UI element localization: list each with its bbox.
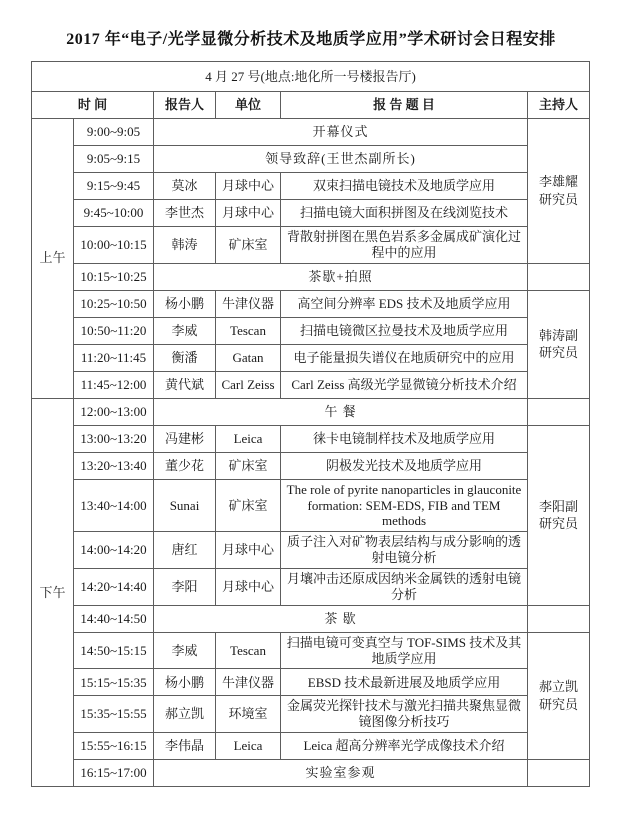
speaker-cell: 李威 [154,317,216,344]
speaker-cell: 唐红 [154,532,216,569]
topic-cell: 扫描电镜大面积拼图及在线浏览技术 [281,200,528,227]
moderator-cell [528,290,590,398]
speaker-cell: 李阳 [154,569,216,606]
table-row [32,173,590,200]
moderator-cell-empty [528,760,590,787]
time-cell: 12:00~13:00 [74,398,154,425]
moderator-cell [528,119,590,264]
org-cell: Tescan [216,632,281,669]
org-cell: Carl Zeiss [216,371,281,398]
time-cell: 13:20~13:40 [74,452,154,479]
table-row [32,200,590,227]
topic-cell: 高空间分辨率 EDS 技术及地质学应用 [281,290,528,317]
speaker-cell: Sunai [154,479,216,532]
time-cell: 9:05~9:15 [74,146,154,173]
topic-cell: 扫描电镜可变真空与 TOF-SIMS 技术及其地质学应用 [281,632,528,669]
topic-cell: Carl Zeiss 高级光学显微镜分析技术介绍 [281,371,528,398]
moderator-title: 研究员 [539,696,579,712]
time-cell: 9:45~10:00 [74,200,154,227]
page-title: 2017 年“电子/光学显微分析技术及地质学应用”学术研讨会日程安排 [66,31,556,48]
col-header-org: 单位 [216,92,281,119]
moderator-name: 韩涛副 [539,327,579,343]
document-page [0,26,622,820]
table-row [32,344,590,371]
org-cell: 矿床室 [216,479,281,532]
speaker-cell: 郝立凯 [154,696,216,733]
time-cell: 14:40~14:50 [74,605,154,632]
time-cell: 13:40~14:00 [74,479,154,532]
speaker-cell: 韩涛 [154,227,216,264]
speaker-cell: 冯建彬 [154,425,216,452]
moderator-cell [528,632,590,759]
time-cell: 10:50~11:20 [74,317,154,344]
org-cell: 牛津仪器 [216,669,281,696]
org-cell: Gatan [216,344,281,371]
time-cell: 14:00~14:20 [74,532,154,569]
topic-cell: 金属荧光探针技术与激光扫描共聚焦显微镜图像分析技巧 [281,696,528,733]
org-cell: 月球中心 [216,569,281,606]
table-row [32,605,590,632]
time-cell: 9:00~9:05 [74,119,154,146]
time-cell: 10:25~10:50 [74,290,154,317]
table-row [32,632,590,669]
table-row [32,62,590,92]
time-cell: 14:20~14:40 [74,569,154,606]
moderator-name: 李雄耀 [539,174,579,190]
col-header-speaker: 报告人 [154,92,216,119]
org-cell: 环境室 [216,696,281,733]
topic-cell: 双束扫描电镜技术及地质学应用 [281,173,528,200]
moderator-title: 研究员 [539,345,579,361]
speaker-cell: 莫冰 [154,173,216,200]
table-row [32,398,590,425]
schedule-table [31,61,590,787]
table-row [32,317,590,344]
table-row [32,263,590,290]
topic-cell: 扫描电镜微区拉曼技术及地质学应用 [281,317,528,344]
time-cell: 14:50~15:15 [74,632,154,669]
topic-cell: 月壤冲击还原成因纳米金属铁的透射电镜分析 [281,569,528,606]
table-row [32,760,590,787]
table-row [32,227,590,264]
table-row [32,452,590,479]
topic-cell: 电子能量损失谱仪在地质研究中的应用 [281,344,528,371]
org-cell: 矿床室 [216,452,281,479]
org-cell: Leica [216,733,281,760]
moderator-title: 研究员 [539,516,579,532]
org-cell: 月球中心 [216,532,281,569]
time-cell: 15:55~16:15 [74,733,154,760]
table-row [32,569,590,606]
moderator-name: 郝立凯 [539,679,579,695]
time-cell: 13:00~13:20 [74,425,154,452]
event-cell: 午 餐 [154,398,528,425]
table-row [32,669,590,696]
table-row [32,119,590,146]
speaker-cell: 李伟晶 [154,733,216,760]
moderator-name: 李阳副 [539,498,579,514]
table-row [32,733,590,760]
org-cell: 月球中心 [216,200,281,227]
event-cell: 实验室参观 [154,760,528,787]
time-cell: 11:20~11:45 [74,344,154,371]
table-row [32,696,590,733]
table-row [32,425,590,452]
topic-cell: 阴极发光技术及地质学应用 [281,452,528,479]
org-cell: 矿床室 [216,227,281,264]
time-cell: 10:15~10:25 [74,263,154,290]
session-label-morning: 上午 [32,119,74,399]
event-cell: 开幕仪式 [154,119,528,146]
col-header-moderator: 主持人 [528,92,590,119]
col-header-topic: 报 告 题 目 [281,92,528,119]
table-row [32,532,590,569]
time-cell: 9:15~9:45 [74,173,154,200]
speaker-cell: 董少花 [154,452,216,479]
table-row [32,479,590,532]
moderator-cell-empty [528,605,590,632]
table-row [32,371,590,398]
session-label-afternoon: 下午 [32,398,74,786]
topic-cell: 徕卡电镜制样技术及地质学应用 [281,425,528,452]
org-cell: 月球中心 [216,173,281,200]
event-cell: 茶歇+拍照 [154,263,528,290]
topic-cell: Leica 超高分辨率光学成像技术介绍 [281,733,528,760]
time-cell: 15:35~15:55 [74,696,154,733]
speaker-cell: 杨小鹏 [154,669,216,696]
table-row [32,290,590,317]
moderator-cell [528,425,590,605]
speaker-cell: 杨小鹏 [154,290,216,317]
topic-cell: 质子注入对矿物表层结构与成分影响的透射电镜分析 [281,532,528,569]
topic-cell: EBSD 技术最新进展及地质学应用 [281,669,528,696]
speaker-cell: 黄代斌 [154,371,216,398]
speaker-cell: 李威 [154,632,216,669]
speaker-cell: 李世杰 [154,200,216,227]
time-cell: 15:15~15:35 [74,669,154,696]
moderator-title: 研究员 [539,191,579,207]
moderator-cell-empty [528,398,590,425]
time-cell: 16:15~17:00 [74,760,154,787]
topic-cell: 背散射拼图在黑色岩系多金属成矿演化过程中的应用 [281,227,528,264]
table-header-row [32,92,590,119]
date-location: 4 月 27 号(地点:地化所一号楼报告厅) [32,62,590,92]
event-cell: 领导致辞(王世杰副所长) [154,146,528,173]
table-row [32,146,590,173]
org-cell: Leica [216,425,281,452]
time-cell: 11:45~12:00 [74,371,154,398]
topic-cell: The role of pyrite nanoparticles in glauconite formation: SEM-EDS, FIB and TEM methods [281,479,528,532]
org-cell: Tescan [216,317,281,344]
speaker-cell: 衡潘 [154,344,216,371]
col-header-time: 时 间 [32,92,154,119]
org-cell: 牛津仪器 [216,290,281,317]
time-cell: 10:00~10:15 [74,227,154,264]
moderator-cell-empty [528,263,590,290]
event-cell: 茶 歇 [154,605,528,632]
